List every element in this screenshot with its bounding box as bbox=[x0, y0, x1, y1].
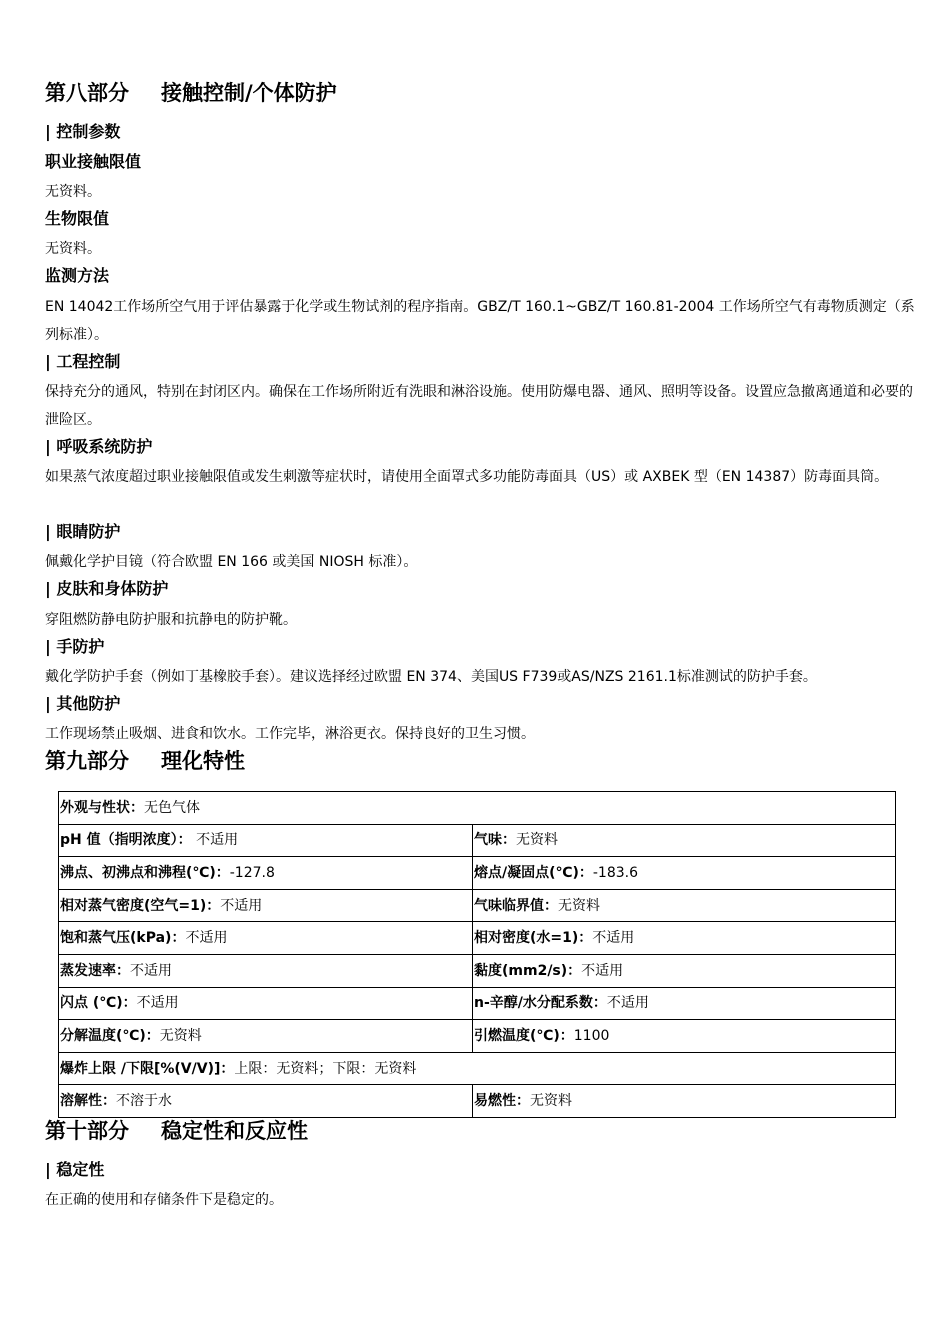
property-key: 引燃温度(℃)： bbox=[474, 1027, 574, 1044]
property-value: 不溶于水 bbox=[116, 1093, 172, 1110]
oel-heading: 职业接触限值 bbox=[45, 152, 142, 171]
table-row bbox=[59, 792, 896, 825]
property-value: 不适用 bbox=[130, 962, 172, 979]
table-cell bbox=[59, 889, 473, 922]
monitor-heading: 监测方法 bbox=[45, 266, 110, 285]
table-cell bbox=[473, 889, 896, 922]
property-key: pH 值（指明浓度）： bbox=[60, 832, 192, 849]
property-value: 1100 bbox=[573, 1027, 610, 1044]
property-value: 不适用 bbox=[606, 995, 649, 1012]
table-cell bbox=[59, 922, 473, 955]
property-value: 不适用 bbox=[581, 962, 624, 979]
stability-text: 在正确的使用和存储条件下是稳定的。 bbox=[45, 1192, 283, 1208]
engineering-control-heading: | 工程控制 bbox=[45, 352, 121, 371]
table-cell bbox=[59, 954, 473, 987]
hand-protection-text: 戴化学防护手套（例如丁基橡胶手套）。建议选择经过欧盟 EN 374、美国US F739或AS/NZS 2161.1标准测试的防护手套。 bbox=[45, 669, 817, 685]
other-protection-text: 工作现场禁止吸烟、进食和饮水。工作完毕，淋浴更衣。保持良好的卫生习惯。 bbox=[45, 726, 535, 742]
table-cell bbox=[473, 1020, 896, 1053]
property-key: 相对蒸气密度(空气=1)： bbox=[60, 897, 221, 914]
property-value: 无资料 bbox=[516, 832, 558, 849]
section-9-title: 理化特性 bbox=[161, 749, 245, 773]
property-key: 爆炸上限 /下限[%(V/V)]： bbox=[60, 1060, 235, 1077]
table-cell bbox=[59, 792, 896, 825]
property-key: 蒸发速率： bbox=[60, 962, 130, 979]
table-cell bbox=[473, 954, 896, 987]
table-row bbox=[59, 824, 896, 857]
table-cell bbox=[59, 1052, 896, 1085]
property-key: 分解温度(℃)： bbox=[60, 1027, 160, 1044]
table-cell bbox=[59, 1085, 473, 1118]
property-value: 不适用 bbox=[185, 930, 228, 947]
property-value: 无资料 bbox=[530, 1093, 572, 1110]
table-row bbox=[59, 954, 896, 987]
section-10-title: 稳定性和反应性 bbox=[161, 1119, 308, 1143]
property-value: 无色气体 bbox=[144, 799, 200, 816]
eye-protection-heading: | 眼睛防护 bbox=[45, 522, 121, 541]
bio-limit-heading: 生物限值 bbox=[45, 209, 110, 228]
section-10-heading bbox=[45, 1117, 308, 1145]
table-cell bbox=[473, 824, 896, 857]
property-key: 气味临界值： bbox=[474, 897, 558, 914]
table-row bbox=[59, 1052, 896, 1085]
table-cell bbox=[473, 922, 896, 955]
section-8-heading bbox=[45, 79, 337, 107]
property-key: 饱和蒸气压(kPa)： bbox=[60, 930, 186, 947]
property-key: 气味： bbox=[474, 832, 516, 849]
control-params-heading: | 控制参数 bbox=[45, 122, 121, 141]
property-key: 相对密度(水=1)： bbox=[474, 930, 593, 947]
property-value: -127.8 bbox=[229, 864, 275, 881]
physical-properties-table bbox=[58, 791, 896, 1118]
property-key: 易燃性： bbox=[474, 1093, 530, 1110]
table-cell bbox=[59, 857, 473, 890]
hand-protection-heading: | 手防护 bbox=[45, 637, 105, 656]
oel-text: 无资料。 bbox=[45, 184, 101, 200]
monitor-text: EN 14042工作场所空气用于评估暴露于化学或生物试剂的程序指南。GBZ/T 160.1~GBZ/T 160.81-2004 工作场所空气有毒物质测定（系列标准）。 bbox=[45, 299, 915, 343]
table-cell bbox=[59, 824, 473, 857]
table-row bbox=[59, 889, 896, 922]
eye-protection-text: 佩戴化学护目镜（符合欧盟 EN 166 或美国 NIOSH 标准）。 bbox=[45, 554, 418, 570]
section-9-heading bbox=[45, 747, 245, 775]
property-value: 不适用 bbox=[592, 930, 635, 947]
table-cell bbox=[473, 987, 896, 1020]
respiratory-heading: | 呼吸系统防护 bbox=[45, 437, 153, 456]
section-10-number: 第十部分 bbox=[45, 1119, 129, 1143]
table-row bbox=[59, 1020, 896, 1053]
skin-protection-heading: | 皮肤和身体防护 bbox=[45, 579, 169, 598]
property-value: -183.6 bbox=[592, 864, 639, 881]
stability-heading: | 稳定性 bbox=[45, 1160, 105, 1179]
section-9-number: 第九部分 bbox=[45, 749, 129, 773]
other-protection-heading: | 其他防护 bbox=[45, 694, 121, 713]
respiratory-text: 如果蒸气浓度超过职业接触限值或发生刺激等症状时，请使用全面罩式多功能防毒面具（US）或 AXBEK 型（EN 14387）防毒面具筒。 bbox=[45, 469, 889, 485]
table-row bbox=[59, 922, 896, 955]
table-cell bbox=[59, 987, 473, 1020]
engineering-control-text: 保持充分的通风，特别在封闭区内。确保在工作场所附近有洗眼和淋浴设施。使用防爆电器、通风、照明等设备。设置应急撤离通道和必要的泄险区。 bbox=[45, 384, 913, 428]
table-cell bbox=[59, 1020, 473, 1053]
bio-limit-text: 无资料。 bbox=[45, 241, 101, 257]
section-8-title: 接触控制/个体防护 bbox=[161, 81, 337, 105]
property-key: 外观与性状： bbox=[60, 799, 144, 816]
property-key: n-辛醇/水分配系数： bbox=[474, 995, 607, 1012]
property-value: 无资料 bbox=[159, 1027, 202, 1044]
property-key: 黏度(mm2/s)： bbox=[474, 962, 582, 979]
table-row bbox=[59, 857, 896, 890]
property-key: 熔点/凝固点(℃)： bbox=[474, 864, 593, 881]
table-cell bbox=[473, 857, 896, 890]
property-value: 不适用 bbox=[191, 832, 239, 849]
property-value: 无资料 bbox=[558, 897, 600, 914]
property-value: 不适用 bbox=[136, 995, 179, 1012]
property-key: 闪点 (℃)： bbox=[60, 995, 137, 1012]
table-row bbox=[59, 987, 896, 1020]
property-key: 沸点、初沸点和沸程(℃)： bbox=[60, 864, 230, 881]
table-row bbox=[59, 1085, 896, 1118]
property-value: 上限：无资料；下限：无资料 bbox=[234, 1060, 417, 1077]
table-cell bbox=[473, 1085, 896, 1118]
skin-protection-text: 穿阻燃防静电防护服和抗静电的防护靴。 bbox=[45, 612, 297, 628]
property-value: 不适用 bbox=[220, 897, 263, 914]
section-8-number: 第八部分 bbox=[45, 81, 129, 105]
property-key: 溶解性： bbox=[60, 1093, 116, 1110]
